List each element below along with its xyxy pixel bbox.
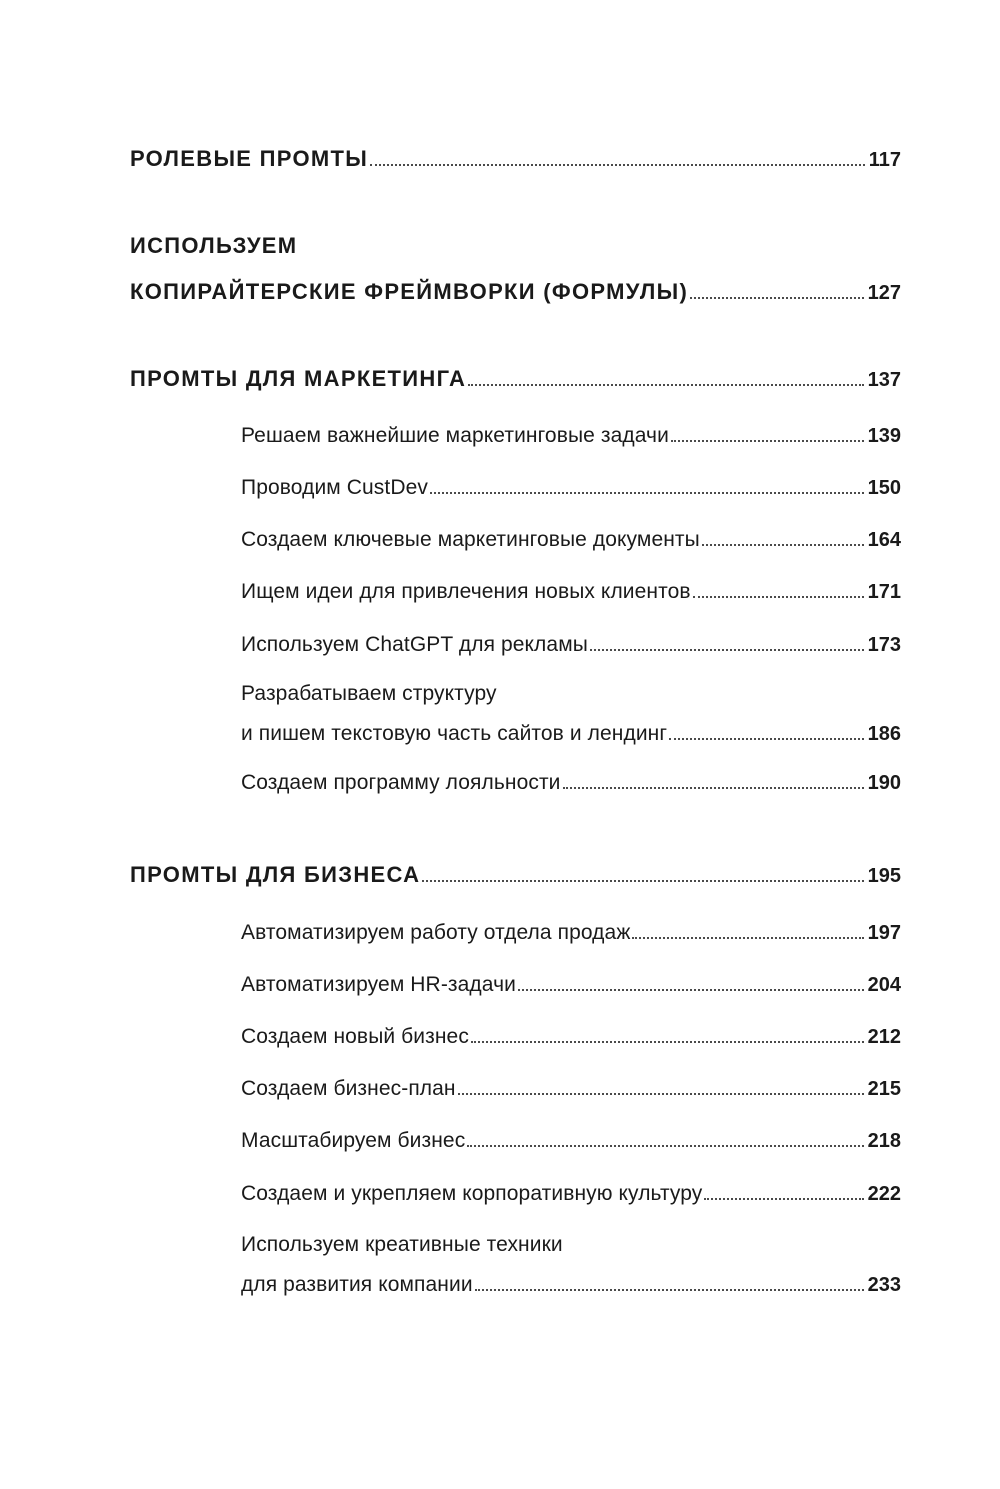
- dot-leader: [702, 544, 864, 546]
- page-number: 195: [867, 865, 901, 887]
- item-title: Масштабируем бизнес: [241, 1129, 466, 1152]
- dot-leader: [370, 164, 865, 166]
- page-number: 127: [867, 282, 901, 304]
- toc-chapter-business[interactable]: [130, 852, 901, 899]
- item-title: Создаем бизнес-план: [241, 1077, 456, 1100]
- toc-line: [241, 1174, 901, 1214]
- toc-item-loyalty-program[interactable]: [241, 763, 901, 803]
- dot-leader: [563, 787, 864, 789]
- toc-line: [241, 1121, 901, 1161]
- dot-leader: [590, 649, 864, 651]
- page-number: 204: [867, 974, 901, 996]
- item-title-line1: Используем креативные техники: [241, 1233, 563, 1256]
- chapter-title: ПРОМТЫ ДЛЯ МАРКЕТИНГА: [130, 366, 467, 391]
- toc-item-custdev[interactable]: [241, 468, 901, 508]
- toc-line: [241, 416, 901, 456]
- toc-item-new-clients[interactable]: [241, 572, 901, 612]
- toc-chapter-frameworks[interactable]: [130, 223, 901, 316]
- chapter-title: ПРОМТЫ ДЛЯ БИЗНЕСА: [130, 862, 421, 887]
- dot-leader: [475, 1289, 864, 1291]
- page-number: 137: [867, 369, 901, 391]
- item-title: Ищем идеи для привлечения новых клиентов: [241, 580, 691, 603]
- toc-item-corporate-culture[interactable]: [241, 1174, 901, 1214]
- item-title-line2: для развития компании: [241, 1273, 473, 1296]
- toc-item-creative-techniques[interactable]: [241, 1225, 901, 1305]
- toc-chapter-role-prompts[interactable]: [130, 136, 901, 183]
- chapter-title-line1: ИСПОЛЬЗУЕМ: [130, 233, 298, 258]
- page-number: 171: [867, 581, 901, 603]
- item-title: Создаем новый бизнес: [241, 1025, 469, 1048]
- item-title: Создаем ключевые маркетинговые документы: [241, 528, 700, 551]
- page-number: 222: [867, 1183, 901, 1205]
- toc-line: [241, 714, 901, 754]
- item-title: Используем ChatGPT для рекламы: [241, 633, 588, 656]
- dot-leader: [704, 1198, 863, 1200]
- page-number: 233: [867, 1274, 901, 1296]
- item-title: Автоматизируем HR-задачи: [241, 973, 516, 996]
- item-title: Создаем и укрепляем корпоративную культуру: [241, 1182, 703, 1205]
- toc-line: [241, 520, 901, 560]
- toc-line: [130, 852, 901, 899]
- dot-leader: [669, 738, 864, 740]
- item-title: Автоматизируем работу отдела продаж: [241, 921, 631, 944]
- toc-line: [241, 1069, 901, 1109]
- toc-item-business-plan[interactable]: [241, 1069, 901, 1109]
- toc-chapter-marketing[interactable]: [130, 356, 901, 403]
- toc-item-marketing-documents[interactable]: [241, 520, 901, 560]
- chapter-title-line2: КОПИРАЙТЕРСКИЕ ФРЕЙМВОРКИ (ФОРМУЛЫ): [130, 279, 689, 304]
- toc-line: [130, 136, 901, 183]
- toc-item-marketing-tasks[interactable]: [241, 416, 901, 456]
- dot-leader: [458, 1093, 864, 1095]
- page-number: 150: [867, 477, 901, 499]
- toc-line: [241, 1265, 901, 1305]
- toc-line: [130, 356, 901, 403]
- toc-line: [130, 269, 901, 316]
- toc-item-sales-automation[interactable]: [241, 913, 901, 953]
- item-title: Проводим CustDev: [241, 476, 428, 499]
- dot-leader: [430, 492, 864, 494]
- toc-line: [241, 913, 901, 953]
- page-number: 186: [867, 723, 901, 745]
- toc-line: [241, 625, 901, 665]
- page-number: 164: [867, 529, 901, 551]
- toc-line: [241, 763, 901, 803]
- item-title: Создаем программу лояльности: [241, 771, 561, 794]
- chapter-title: РОЛЕВЫЕ ПРОМТЫ: [130, 146, 369, 171]
- toc-line: [241, 468, 901, 508]
- toc-item-hr-automation[interactable]: [241, 965, 901, 1005]
- page-number: 197: [867, 922, 901, 944]
- page-number: 218: [867, 1130, 901, 1152]
- dot-leader: [422, 880, 863, 882]
- toc-line: [241, 965, 901, 1005]
- dot-leader: [468, 384, 863, 386]
- page-number: 215: [867, 1078, 901, 1100]
- toc-line: [241, 572, 901, 612]
- page-number: 212: [867, 1026, 901, 1048]
- item-title: Решаем важнейшие маркетинговые задачи: [241, 424, 669, 447]
- toc-item-chatgpt-ads[interactable]: [241, 625, 901, 665]
- dot-leader: [467, 1145, 863, 1147]
- page-number: 190: [867, 772, 901, 794]
- dot-leader: [518, 989, 864, 991]
- toc-line: [241, 1017, 901, 1057]
- page-number: 117: [868, 149, 901, 171]
- item-title-line2: и пишем текстовую часть сайтов и лендинг: [241, 722, 668, 745]
- toc-item-website-structure[interactable]: [241, 674, 901, 754]
- toc-item-new-business[interactable]: [241, 1017, 901, 1057]
- dot-leader: [471, 1041, 864, 1043]
- page-number: 173: [867, 634, 901, 656]
- page-number: 139: [867, 425, 901, 447]
- dot-leader: [690, 297, 864, 299]
- dot-leader: [671, 440, 864, 442]
- dot-leader: [693, 596, 864, 598]
- toc-item-scaling-business[interactable]: [241, 1121, 901, 1161]
- item-title-line1: Разрабатываем структуру: [241, 682, 497, 705]
- dot-leader: [632, 937, 863, 939]
